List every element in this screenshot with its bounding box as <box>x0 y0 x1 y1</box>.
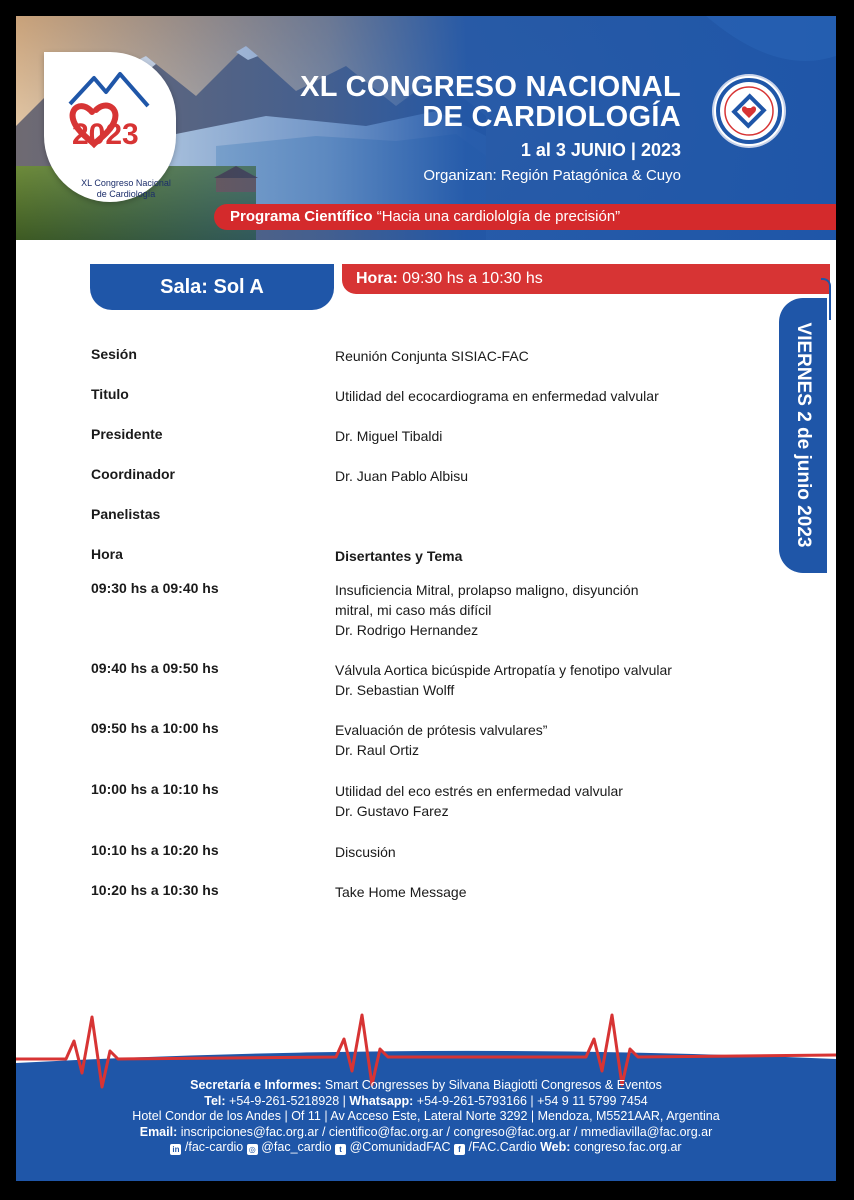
linkedin-handle[interactable]: /fac-cardio <box>184 1140 244 1154</box>
schedule-topic <box>335 781 735 821</box>
presidente-value: Dr. Miguel Tibaldi <box>335 428 443 444</box>
schedule-topic <box>335 882 735 902</box>
twitter-handle[interactable]: @ComunidadFAC <box>349 1140 451 1154</box>
congress-dates: 1 al 3 JUNIO | 2023 <box>520 140 681 160</box>
programa-cientifico-bar <box>214 204 836 230</box>
schedule-line: Take Home Message <box>335 884 467 900</box>
logo-year: 2023 <box>72 118 139 151</box>
footer-secretaria <box>16 1078 836 1094</box>
program-page <box>16 16 836 1181</box>
schedule-line: Válvula Aortica bicúspide Artropatía y fenotipo valvular <box>335 662 672 678</box>
footer-contact <box>16 1078 836 1156</box>
fac-shield-icon <box>714 76 784 146</box>
schedule-time: 09:50 hs a 10:00 hs <box>91 720 219 736</box>
panelistas-label: Panelistas <box>91 506 161 522</box>
web-label: Web: <box>540 1140 571 1154</box>
schedule-time: 10:00 hs a 10:10 hs <box>91 781 219 797</box>
congress-organizers: Organizan: Región Patagónica & Cuyo <box>423 167 681 184</box>
hora-value: 09:30 hs a 10:30 hs <box>402 270 543 287</box>
schedule-speaker: Dr. Sebastian Wolff <box>335 682 455 698</box>
schedule-line: Utilidad del eco estrés en enfermedad valvular <box>335 783 623 799</box>
schedule-topic <box>335 842 735 862</box>
sesion-label: Sesión <box>91 346 137 362</box>
programa-label: Programa Científico <box>230 208 373 225</box>
schedule-time: 09:40 hs a 09:50 hs <box>91 660 219 676</box>
schedule-speaker: Dr. Gustavo Farez <box>335 803 449 819</box>
footer-address: Hotel Condor de los Andes | Of 11 | Av Acceso Este, Lateral Norte 3292 | Mendoza, M5521AAR, Argentina <box>132 1109 720 1123</box>
logo-caption <box>80 178 172 200</box>
footer-email <box>16 1125 836 1141</box>
schedule-line: Evaluación de prótesis valvulares” <box>335 722 548 738</box>
email-value[interactable]: inscripciones@fac.org.ar / cientifico@fac.org.ar / congreso@fac.org.ar / mmediavilla@fac.org.ar <box>180 1124 713 1139</box>
hora-tab <box>342 264 830 294</box>
logo-caption-line-2: de Cardiología <box>96 189 156 199</box>
disertantes-column-header: Disertantes y Tema <box>335 548 463 564</box>
secretaria-label: Secretaría e Informes: <box>190 1078 322 1092</box>
schedule-speaker: Dr. Rodrigo Hernandez <box>335 622 479 638</box>
sesion-value: Reunión Conjunta SISIAC-FAC <box>335 348 529 364</box>
fac-seal-logo <box>714 76 784 146</box>
programa-theme: “Hacia una cardiololgía de precisión” <box>376 208 621 225</box>
email-label: Email: <box>139 1124 178 1139</box>
day-label: VIERNES 2 de junio 2023 <box>793 322 814 548</box>
facebook-icon: f <box>454 1144 465 1155</box>
schedule-time: 10:10 hs a 10:20 hs <box>91 842 219 858</box>
titulo-value: Utilidad del ecocardiograma en enfermedad valvular <box>335 388 659 404</box>
titulo-label: Titulo <box>91 386 129 402</box>
schedule-line: Discusión <box>335 844 396 860</box>
hora-label: Hora: <box>356 270 398 287</box>
instagram-icon: ◎ <box>247 1144 258 1155</box>
footer-phones <box>16 1094 836 1110</box>
header-banner <box>16 16 836 240</box>
congress-title-line-1: XL CONGRESO NACIONAL <box>300 71 681 103</box>
logo-caption-line-1: XL Congreso Nacional <box>81 178 171 188</box>
secretaria-value: Smart Congresses by Silvana Biagiotti Congresos & Eventos <box>324 1078 662 1092</box>
schedule-topic <box>335 580 735 640</box>
whatsapp-value: +54-9-261-5793166 | +54 9 11 5799 7454 <box>416 1093 648 1108</box>
congress-title-line-2: DE CARDIOLOGÍA <box>422 101 681 133</box>
congress-title-block <box>300 72 681 184</box>
schedule-topic <box>335 720 735 760</box>
schedule-time: 09:30 hs a 09:40 hs <box>91 580 219 596</box>
congress-logo <box>44 52 176 202</box>
instagram-handle[interactable]: @fac_cardio <box>261 1140 332 1154</box>
tel-label: Tel: <box>204 1093 226 1108</box>
hora-column-header: Hora <box>91 546 123 562</box>
presidente-label: Presidente <box>91 426 163 442</box>
tel-value: +54-9-261-5218928 | <box>229 1093 346 1108</box>
day-tab <box>779 298 827 573</box>
coordinador-label: Coordinador <box>91 466 175 482</box>
twitter-icon: t <box>335 1144 346 1155</box>
web-value[interactable]: congreso.fac.org.ar <box>573 1140 682 1154</box>
whatsapp-label: Whatsapp: <box>349 1093 414 1108</box>
footer <box>16 1001 836 1181</box>
schedule-line: mitral, mi caso más difícil <box>335 602 492 618</box>
sala-tab: Sala: Sol A <box>90 264 334 310</box>
facebook-handle[interactable]: /FAC.Cardio <box>468 1140 537 1154</box>
schedule-line: Insuficiencia Mitral, prolapso maligno, disyunción <box>335 582 639 598</box>
schedule-topic <box>335 660 735 700</box>
schedule-time: 10:20 hs a 10:30 hs <box>91 882 219 898</box>
schedule-speaker: Dr. Raul Ortiz <box>335 742 420 758</box>
linkedin-icon: in <box>172 1145 180 1154</box>
coordinador-value: Dr. Juan Pablo Albisu <box>335 468 469 484</box>
footer-social <box>16 1140 836 1156</box>
